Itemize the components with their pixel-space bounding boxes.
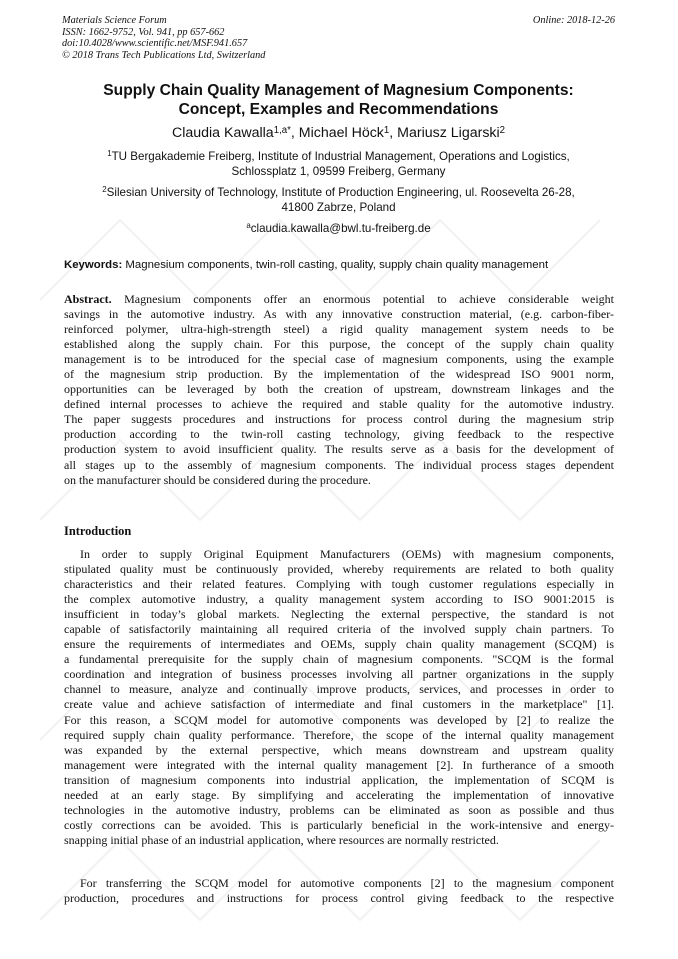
affiliation-1 [62, 150, 615, 179]
paper-title [62, 81, 615, 119]
affiliation-line: Silesian University of Technology, Institute of Production Engineering, ul. Roosevelta 26-28, [106, 186, 575, 199]
abstract-line: reinforced polymer, ultra-high-strength steel) a rigid quality management system needs to be [64, 322, 614, 337]
abstract-line: all stages up to the assembly of magnesium components. The individual process stages dependent [64, 457, 614, 472]
keywords-label: Keywords: [64, 259, 123, 271]
abstract-line: established along the supply chain. For this purpose, the concept of the supply chain quality [64, 337, 614, 352]
abstract-line: of the magnesium strip production. By the implementation of the widespread ISO 9001 norm, [64, 367, 614, 382]
author-list: Claudia Kawalla$^{1,a*}$, Michael Höck$^1$, Mariusz Ligarski$^2$ [171, 124, 506, 141]
author-name: Mariusz Ligarski [397, 125, 500, 141]
journal-name: Materials Science Forum [62, 15, 167, 26]
abstract-line: on the manufacturer should be considered during the procedure. [64, 472, 371, 487]
keywords-text: Magnesium components, twin-roll casting, quality, supply chain quality management [125, 259, 549, 271]
paragraph-line: needed at an early stage. By simplifying and accelerating the implementation of innovative [64, 787, 614, 802]
paragraph-line: characteristics and their related features. Complying with tough customer regulations especially in [64, 577, 614, 592]
author-sup: 1,a* [273, 124, 291, 136]
introduction-paragraph-1 [64, 547, 614, 848]
abstract-line: defined internal processes to achieve the required and stable quality for the automotive industry. [64, 397, 614, 412]
section-heading: Introduction [64, 524, 132, 538]
doi-line: doi:10.4028/www.scientific.net/MSF.941.657 [62, 38, 248, 49]
author-name: Michael Höck [298, 125, 384, 141]
paragraph-line: production, procedures and instructions for process control giving feedback to the respective [64, 891, 614, 906]
copyright-line: © 2018 Trans Tech Publications Ltd, Switzerland [62, 49, 266, 61]
affiliation-line: 41800 Zabrze, Poland [281, 200, 396, 214]
online-date: Online: 2018-12-26 [532, 15, 615, 26]
paragraph-line: snapping initial phase of an industrial application, where resources are normally restricted. [64, 832, 499, 847]
abstract [64, 292, 614, 488]
paragraph-line: coordination and integration of business processes involving all partner organizations in the supply [64, 667, 614, 682]
abstract-line: The paper suggests procedures and instructions for process control during the magnesium strip [64, 412, 614, 427]
contact-email [62, 222, 615, 237]
abstract-label: Abstract. [64, 292, 112, 306]
paragraph-line: technologies in the automotive industry, problems can be eliminated as soon as possible and thus [64, 802, 614, 817]
affiliation-2 [62, 186, 615, 215]
abstract-line: Magnesium components offer an enormous potential to achieve considerable weight [111, 292, 614, 306]
paragraph-line: transition of magnesium components into industrial application, the implementation of SCQM is [64, 772, 614, 787]
email-address[interactable]: claudia.kawalla@bwl.tu-freiberg.de [250, 222, 431, 235]
paragraph-line: required supply chain quality performance. Therefore, the scope of the internal quality management [64, 727, 614, 742]
affiliation-sup: 1 [107, 149, 112, 159]
author-sup: 1 [383, 124, 390, 136]
affiliation-line: Schlossplatz 1, 09599 Freiberg, Germany [231, 164, 446, 178]
paragraph-line: In order to supply Original Equipment Manufacturers (OEMs) with magnesium components, [80, 547, 614, 561]
paragraph-line: stipulated quality must be continuously provided, whereby requirements are related to both quality [64, 562, 614, 577]
abstract-line: opportunities can be leveraged by both the creation of upstream, downstream linkages and the [64, 382, 614, 397]
paragraph-line: For transferring the SCQM model for automotive components [2] to the magnesium component [80, 876, 614, 890]
paragraph-line: insufficient in today’s global markets. Neglecting the external perspective, the standard is not [64, 607, 614, 622]
paragraph-line: a fundamental prerequisite for the supply chain of magnesium components. "SCQM is the formal [64, 652, 614, 667]
journal-header [62, 15, 615, 61]
title-line-2: Concept, Examples and Recommendations [178, 101, 499, 118]
paragraph-line: ensure the requirements of intermediates and OEMs, supply chain quality management (SCQM) is [64, 637, 614, 652]
paragraph-line: was expanded by the external perspective, which means downstream and upstream quality [64, 742, 614, 757]
abstract-line: production according to the twin-roll casting technology, giving feedback to the respective [64, 427, 614, 442]
paragraph-line: create value and achieve satisfaction of intermediate and final customers in the marketplace" [1]. [64, 697, 614, 712]
affiliation-sup: 2 [102, 185, 107, 195]
paragraph-line: For this reason, a SCQM model for automotive components was developed by [2] to realize the [64, 712, 614, 727]
keywords [64, 258, 615, 272]
issn-line: ISSN: 1662-9752, Vol. 941, pp 657-662 [62, 26, 225, 38]
paragraph-line: channel to measure, analyze and continually improve products, services, and processes in order to [64, 682, 614, 697]
introduction-paragraph-2 [64, 876, 614, 906]
email-sup: a [246, 221, 251, 231]
affiliation-line: TU Bergakademie Freiberg, Institute of Industrial Management, Operations and Logistics, [111, 150, 570, 163]
author-name: Claudia Kawalla [171, 125, 274, 141]
paragraph-line: management were integrated with the internal quality management [2]. In furtherance of a smooth [64, 757, 614, 772]
paragraph-line: the complex automotive industry, a quality management system according to ISO 9001:2015 is [64, 592, 614, 607]
paragraph-line: costly corrections can be avoided. This is particularly beneficial in the work-intensive and energy- [64, 817, 614, 832]
abstract-line: management is to be introduced for the special case of magnesium components, using the example [64, 352, 614, 367]
abstract-line: production system to avoid insufficient quality. The results serve as a basis for the development of [64, 442, 614, 457]
paragraph-line: capable of satisfactorily maintaining all required criteria of the involved supply chain partners. To [64, 622, 614, 637]
title-line-1: Supply Chain Quality Management of Magnesium Components: [103, 82, 574, 99]
author-sup: 2 [499, 124, 506, 136]
abstract-line: savings in the automotive industry. As with any innovative construction material, (e.g. carbon-fiber- [64, 307, 614, 322]
